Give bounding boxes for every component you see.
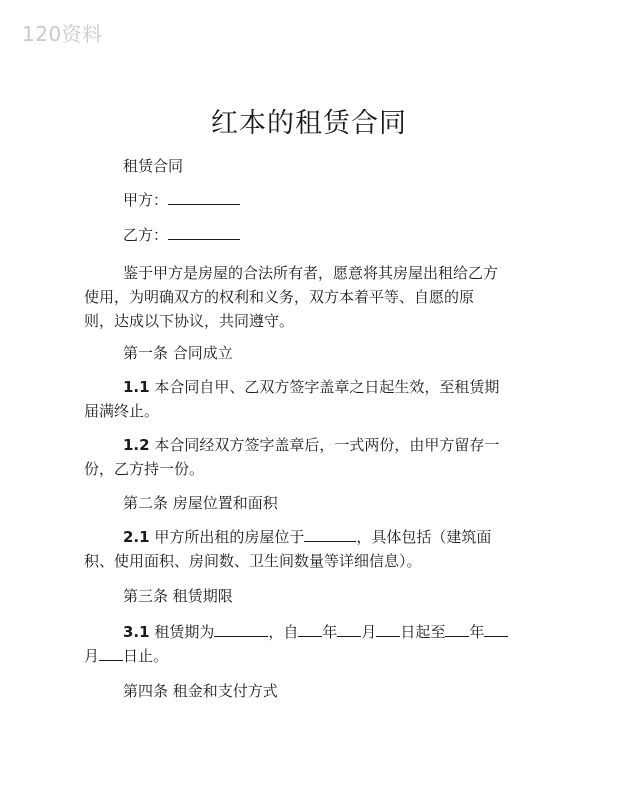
clause-text: 甲方所出租的房屋位于 xyxy=(149,528,305,546)
party-b-blank[interactable] xyxy=(168,226,240,240)
end-day-blank[interactable] xyxy=(99,647,123,661)
clause-1-2-line-1 xyxy=(123,435,499,455)
watermark-text: 120资料 xyxy=(22,22,103,46)
clause-number: 3.1 xyxy=(123,623,150,641)
party-b-label: 乙方： xyxy=(123,226,169,244)
intro-line-2: 使用，为明确双方的权利和义务，双方本着平等、自愿的原 xyxy=(84,288,475,306)
clause-number: 2.1 xyxy=(123,528,150,546)
start-month-blank[interactable] xyxy=(337,623,361,637)
clause-text: ，自 xyxy=(268,623,299,641)
clause-text: 本合同自甲、乙双方签字盖章之日起生效，至租赁期 xyxy=(149,378,500,396)
clause-1-2-line-2: 份，乙方持一份。 xyxy=(84,460,205,478)
clause-text: 租赁期为 xyxy=(149,623,215,641)
clause-text: 本合同经双方签字盖章后，一式两份，由甲方留存一 xyxy=(149,436,500,454)
end-month-blank[interactable] xyxy=(484,623,508,637)
clause-number: 1.1 xyxy=(123,378,150,396)
month-label: 月 xyxy=(84,647,100,665)
start-year-blank[interactable] xyxy=(298,623,322,637)
article-2-heading: 第二条 房屋位置和面积 xyxy=(123,494,278,512)
clause-1-1-line-2: 届满终止。 xyxy=(84,402,160,420)
year-label: 年 xyxy=(469,623,485,641)
party-a-label: 甲方： xyxy=(123,191,169,209)
start-day-blank[interactable] xyxy=(376,623,400,637)
document-title: 红本的租赁合同 xyxy=(211,108,407,139)
term-blank[interactable] xyxy=(214,623,268,637)
clause-3-1-line-2 xyxy=(84,646,168,666)
party-a-line xyxy=(123,190,240,210)
party-a-blank[interactable] xyxy=(168,191,240,205)
end-year-blank[interactable] xyxy=(445,623,469,637)
article-3-heading: 第三条 租赁期限 xyxy=(123,587,233,605)
clause-2-1-line-2: 积、使用面积、房间数、卫生间数量等详细信息）。 xyxy=(84,552,422,570)
article-4-heading: 第四条 租金和支付方式 xyxy=(123,682,278,700)
contract-label: 租赁合同 xyxy=(123,157,184,175)
clause-number: 1.2 xyxy=(123,436,150,454)
clause-2-1-line-1 xyxy=(123,527,491,547)
party-b-line xyxy=(123,225,240,245)
clause-1-1-line-1 xyxy=(123,377,499,397)
clause-text: ，具体包括（建筑面 xyxy=(356,528,492,546)
intro-line-3: 则，达成以下协议，共同遵守。 xyxy=(84,312,295,330)
intro-line-1: 鉴于甲方是房屋的合法所有者，愿意将其房屋出租给乙方 xyxy=(123,264,499,282)
article-1-heading: 第一条 合同成立 xyxy=(123,344,233,362)
day-end-label: 日止。 xyxy=(123,647,169,665)
clause-3-1-line-1 xyxy=(123,622,508,642)
year-label: 年 xyxy=(322,623,338,641)
day-from-label: 日起至 xyxy=(400,623,446,641)
month-label: 月 xyxy=(361,623,377,641)
location-blank[interactable] xyxy=(304,528,356,542)
